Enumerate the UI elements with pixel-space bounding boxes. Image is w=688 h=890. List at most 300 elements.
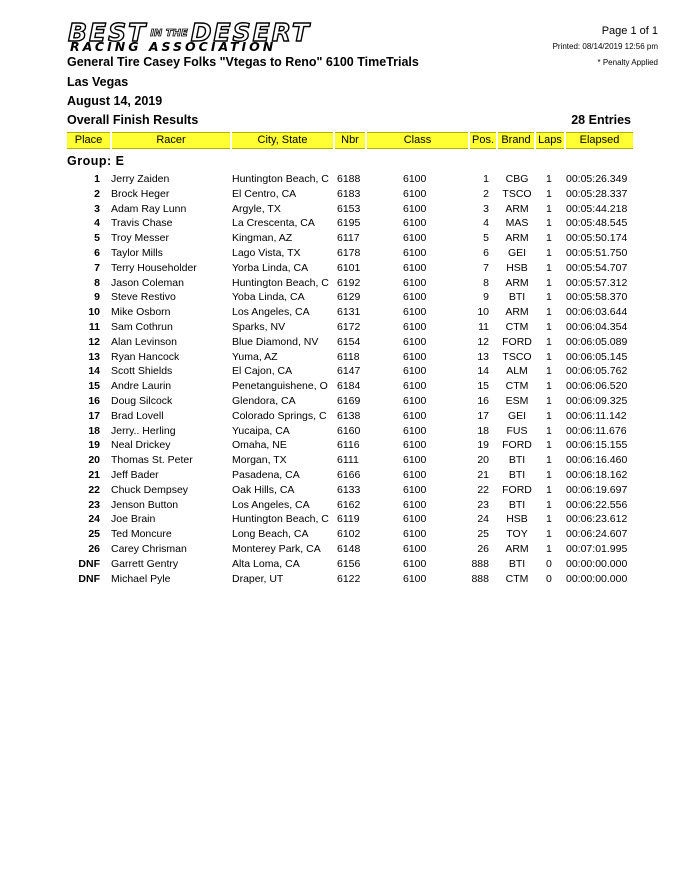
elapsed-cell: 00:05:58.370	[566, 291, 628, 304]
table-row	[0, 172, 688, 187]
elapsed-cell: 00:06:23.612	[566, 513, 628, 526]
laps-cell: 1	[546, 247, 552, 259]
brand-cell: ESM	[505, 395, 529, 407]
nbr-cell: 6129	[337, 291, 361, 304]
nbr-cell: 6118	[337, 350, 360, 363]
elapsed-cell: 00:06:05.145	[566, 350, 628, 363]
pos-cell: 26	[477, 543, 489, 555]
place-cell: 2	[94, 187, 100, 200]
brand-cell: TSCO	[502, 187, 532, 200]
pos-cell: 21	[477, 469, 489, 481]
city-state-cell: Yucaipa, CA	[232, 424, 290, 437]
city-state-cell: Glendora, CA	[232, 395, 296, 407]
brand-cell: ARM	[505, 306, 529, 319]
place-cell: 14	[88, 365, 100, 378]
place-cell: 7	[94, 261, 100, 274]
place-cell: 21	[88, 469, 100, 481]
logo-word-desert: DESERT	[190, 18, 311, 47]
class-cell: 6100	[403, 173, 427, 185]
entries-count: 28 Entries	[571, 113, 631, 127]
laps-cell: 1	[546, 380, 552, 393]
nbr-cell: 6169	[337, 395, 361, 407]
city-state-cell: Oak Hills, CA	[232, 483, 295, 496]
nbr-cell: 6178	[337, 247, 361, 259]
bitd-logo	[68, 18, 482, 54]
place-cell: 10	[88, 306, 100, 319]
nbr-cell: 6101	[337, 261, 361, 274]
table-row	[0, 261, 688, 276]
place-cell: 23	[88, 498, 100, 511]
pos-cell: 3	[483, 202, 489, 215]
table-row	[0, 424, 688, 439]
pos-cell: 15	[477, 380, 489, 393]
pos-cell: 7	[483, 261, 489, 274]
place-cell: 3	[94, 202, 100, 215]
page-number: Page 1 of 1	[601, 25, 658, 37]
city-state-cell: Los Angeles, CA	[232, 306, 310, 319]
class-cell: 6100	[403, 380, 427, 393]
pos-cell: 888	[471, 572, 489, 585]
laps-cell: 1	[546, 454, 552, 467]
pos-cell: 8	[483, 276, 489, 289]
brand-cell: TSCO	[502, 350, 532, 363]
pos-cell: 25	[477, 528, 489, 541]
nbr-cell: 6184	[337, 380, 361, 393]
printed-timestamp: Printed: 08/14/2019 12:56 pm	[552, 42, 658, 51]
laps-cell: 1	[546, 424, 552, 437]
brand-cell: BTI	[508, 469, 526, 481]
city-state-cell: Huntington Beach, C	[232, 513, 329, 526]
table-row	[0, 231, 688, 246]
nbr-cell: 6153	[337, 202, 361, 215]
class-cell: 6100	[403, 483, 427, 496]
pos-cell: 18	[477, 424, 489, 437]
pos-cell: 888	[471, 557, 489, 570]
class-cell: 6100	[403, 498, 427, 511]
racer-cell: Ryan Hancock	[111, 350, 180, 363]
racer-cell: Taylor Mills	[111, 247, 163, 259]
column-header-city-state: City, State	[232, 132, 333, 149]
elapsed-cell: 00:06:05.089	[566, 335, 628, 348]
class-cell: 6100	[403, 217, 427, 230]
place-cell: 22	[88, 483, 100, 496]
elapsed-cell: 00:05:48.545	[566, 217, 628, 230]
brand-cell: ARM	[505, 543, 529, 555]
city-state-cell: Penetanguishene, O	[232, 380, 328, 393]
place-cell: 4	[94, 217, 100, 230]
class-cell: 6100	[403, 528, 427, 541]
city-state-cell: La Crescenta, CA	[232, 217, 315, 230]
brand-cell: FORD	[502, 335, 532, 348]
pos-cell: 5	[483, 232, 489, 245]
racer-cell: Brad Lovell	[111, 409, 164, 422]
place-cell: 11	[88, 321, 100, 333]
elapsed-cell: 00:06:18.162	[566, 469, 628, 481]
brand-cell: CBG	[505, 173, 529, 185]
brand-cell: BTI	[508, 557, 526, 570]
table-row	[0, 527, 688, 542]
brand-cell: TOY	[506, 528, 528, 541]
pos-cell: 6	[483, 247, 489, 259]
class-cell: 6100	[403, 454, 427, 467]
nbr-cell: 6172	[337, 321, 361, 333]
racer-cell: Joe Brain	[111, 513, 156, 526]
city-state-cell: Huntington Beach, C	[232, 173, 329, 185]
brand-cell: ARM	[505, 202, 529, 215]
place-cell: DNF	[78, 572, 100, 585]
brand-cell: FORD	[502, 439, 532, 452]
column-header-nbr: Nbr	[335, 132, 365, 149]
table-row	[0, 187, 688, 202]
brand-cell: MAS	[505, 217, 529, 230]
column-header-brand: Brand	[498, 132, 534, 149]
table-row	[0, 453, 688, 468]
city-state-cell: Argyle, TX	[232, 202, 281, 215]
class-cell: 6100	[403, 261, 427, 274]
place-cell: 13	[88, 350, 100, 363]
nbr-cell: 6111	[337, 454, 359, 467]
brand-cell: ARM	[505, 232, 529, 245]
city-state-cell: El Cajon, CA	[232, 365, 293, 378]
table-row	[0, 290, 688, 305]
table-row	[0, 350, 688, 365]
table-header	[67, 132, 633, 149]
nbr-cell: 6156	[337, 557, 361, 570]
place-cell: 8	[94, 276, 100, 289]
table-row	[0, 276, 688, 291]
brand-cell: FORD	[502, 483, 532, 496]
nbr-cell: 6192	[337, 276, 361, 289]
pos-cell: 22	[477, 483, 489, 496]
racer-cell: Troy Messer	[111, 232, 169, 245]
city-state-cell: Yoba Linda, CA	[232, 291, 305, 304]
city-state-cell: Morgan, TX	[232, 454, 287, 467]
laps-cell: 1	[546, 513, 552, 526]
racer-cell: Ted Moncure	[111, 528, 172, 541]
racer-cell: Carey Chrisman	[111, 543, 187, 555]
city-state-cell: Colorado Springs, C	[232, 409, 327, 422]
racer-cell: Alan Levinson	[111, 335, 177, 348]
brand-cell: FUS	[506, 424, 528, 437]
elapsed-cell: 00:05:54.707	[566, 261, 628, 274]
class-cell: 6100	[403, 424, 427, 437]
city-state-cell: Monterey Park, CA	[232, 543, 321, 555]
laps-cell: 1	[546, 409, 552, 422]
racer-cell: Brock Heger	[111, 187, 170, 200]
racer-cell: Neal Drickey	[111, 439, 171, 452]
table-row	[0, 557, 688, 572]
pos-cell: 23	[477, 498, 489, 511]
logo-subline: RACING ASSOCIATION	[70, 39, 277, 54]
elapsed-cell: 00:06:09.325	[566, 395, 628, 407]
city-state-cell: Los Angeles, CA	[232, 498, 310, 511]
racer-cell: Jenson Button	[111, 498, 179, 511]
laps-cell: 1	[546, 350, 552, 363]
nbr-cell: 6160	[337, 424, 361, 437]
brand-cell: GEI	[507, 409, 527, 422]
table-row	[0, 394, 688, 409]
pos-cell: 13	[477, 350, 489, 363]
penalty-note: * Penalty Applied	[597, 58, 658, 67]
nbr-cell: 6138	[337, 409, 361, 422]
elapsed-cell: 00:00:00.000	[566, 557, 628, 570]
elapsed-cell: 00:06:03.644	[566, 306, 628, 319]
laps-cell: 1	[546, 187, 552, 200]
laps-cell: 1	[546, 483, 552, 496]
class-cell: 6100	[403, 291, 427, 304]
laps-cell: 1	[546, 261, 552, 274]
logo-word-best: BEST	[68, 18, 148, 47]
racer-cell: Michael Pyle	[111, 572, 171, 585]
table-row	[0, 468, 688, 483]
racer-cell: Chuck Dempsey	[111, 483, 189, 496]
pos-cell: 19	[477, 439, 489, 452]
city-state-cell: Blue Diamond, NV	[232, 335, 319, 348]
brand-cell: ARM	[505, 276, 529, 289]
city-state-cell: Huntington Beach, C	[232, 276, 329, 289]
table-row	[0, 483, 688, 498]
column-header-elapsed: Elapsed	[566, 132, 633, 149]
brand-cell: BTI	[508, 498, 526, 511]
nbr-cell: 6148	[337, 543, 361, 555]
racer-cell: Sam Cothrun	[111, 321, 173, 333]
nbr-cell: 6117	[337, 232, 360, 245]
city-state-cell: Omaha, NE	[232, 439, 287, 452]
column-header-laps: Laps	[536, 132, 564, 149]
pos-cell: 9	[483, 291, 489, 304]
laps-cell: 1	[546, 335, 552, 348]
column-header-pos: Pos.	[470, 132, 496, 149]
group-label: Group: E	[67, 154, 125, 168]
racer-cell: Andre Laurin	[111, 380, 172, 393]
pos-cell: 17	[477, 409, 489, 422]
class-cell: 6100	[403, 557, 427, 570]
laps-cell: 1	[546, 469, 552, 481]
city-state-cell: Draper, UT	[232, 572, 284, 585]
racer-cell: Mike Osborn	[111, 306, 171, 319]
elapsed-cell: 00:06:15.155	[566, 439, 628, 452]
place-cell: 17	[88, 409, 100, 422]
nbr-cell: 6133	[337, 483, 361, 496]
table-row	[0, 572, 688, 587]
class-cell: 6100	[403, 321, 427, 333]
elapsed-cell: 00:06:11.676	[566, 424, 627, 437]
event-location: Las Vegas	[67, 75, 129, 89]
elapsed-cell: 00:05:50.174	[566, 232, 628, 245]
class-cell: 6100	[403, 202, 427, 215]
nbr-cell: 6131	[337, 306, 361, 319]
logo-word-in-the: IN THE	[150, 28, 188, 39]
elapsed-cell: 00:05:44.218	[566, 202, 628, 215]
place-cell: 18	[88, 424, 100, 437]
class-cell: 6100	[403, 439, 427, 452]
class-cell: 6100	[403, 513, 427, 526]
brand-cell: CTM	[505, 572, 529, 585]
class-cell: 6100	[403, 395, 427, 407]
laps-cell: 1	[546, 321, 552, 333]
brand-cell: GEI	[507, 247, 527, 259]
pos-cell: 14	[477, 365, 489, 378]
laps-cell: 1	[546, 365, 552, 378]
table-row	[0, 335, 688, 350]
table-row	[0, 498, 688, 513]
elapsed-cell: 00:05:57.312	[566, 276, 628, 289]
table-row	[0, 320, 688, 335]
racer-cell: Thomas St. Peter	[111, 454, 193, 467]
brand-cell: HSB	[506, 513, 528, 526]
place-cell: 1	[94, 173, 100, 185]
brand-cell: BTI	[508, 291, 526, 304]
elapsed-cell: 00:07:01.995	[566, 543, 628, 555]
laps-cell: 1	[546, 276, 552, 289]
elapsed-cell: 00:00:00.000	[566, 572, 628, 585]
nbr-cell: 6166	[337, 469, 361, 481]
column-header-class: Class	[367, 132, 468, 149]
elapsed-cell: 00:05:51.750	[566, 247, 628, 259]
city-state-cell: Lago Vista, TX	[232, 247, 301, 259]
elapsed-cell: 00:06:16.460	[566, 454, 628, 467]
place-cell: 6	[94, 247, 100, 259]
racer-cell: Jeff Bader	[111, 469, 159, 481]
pos-cell: 4	[483, 217, 489, 230]
racer-cell: Adam Ray Lunn	[111, 202, 187, 215]
pos-cell: 16	[477, 395, 489, 407]
place-cell: 9	[94, 291, 100, 304]
laps-cell: 0	[546, 557, 552, 570]
elapsed-cell: 00:06:11.142	[566, 409, 627, 422]
place-cell: 19	[88, 439, 100, 452]
pos-cell: 20	[477, 454, 489, 467]
brand-cell: BTI	[508, 454, 526, 467]
class-cell: 6100	[403, 365, 427, 378]
laps-cell: 1	[546, 202, 552, 215]
results-title: Overall Finish Results	[67, 113, 199, 127]
elapsed-cell: 00:06:04.354	[566, 321, 628, 333]
class-cell: 6100	[403, 187, 427, 200]
laps-cell: 1	[546, 528, 552, 541]
laps-cell: 1	[546, 217, 552, 230]
brand-cell: CTM	[505, 321, 529, 333]
table-row	[0, 409, 688, 424]
racer-cell: Travis Chase	[111, 217, 173, 230]
racer-cell: Jason Coleman	[111, 276, 184, 289]
nbr-cell: 6162	[337, 498, 361, 511]
laps-cell: 1	[546, 291, 552, 304]
class-cell: 6100	[403, 335, 427, 348]
class-cell: 6100	[403, 543, 427, 555]
elapsed-cell: 00:05:26.349	[566, 173, 628, 185]
table-row	[0, 438, 688, 453]
table-row	[0, 379, 688, 394]
city-state-cell: El Centro, CA	[232, 187, 297, 200]
laps-cell: 1	[546, 498, 552, 511]
class-cell: 6100	[403, 276, 427, 289]
laps-cell: 1	[546, 306, 552, 319]
brand-cell: CTM	[505, 380, 529, 393]
racer-cell: Jerry Zaiden	[111, 173, 170, 185]
nbr-cell: 6116	[337, 439, 360, 452]
class-cell: 6100	[403, 572, 427, 585]
nbr-cell: 6102	[337, 528, 361, 541]
brand-cell: HSB	[506, 261, 528, 274]
table-row	[0, 305, 688, 320]
elapsed-cell: 00:05:28.337	[566, 187, 628, 200]
table-row	[0, 512, 688, 527]
racer-cell: Steve Restivo	[111, 291, 176, 304]
racer-cell: Jerry.. Herling	[111, 424, 176, 437]
nbr-cell: 6188	[337, 173, 361, 185]
event-title: General Tire Casey Folks "Vtegas to Reno" 6100 TimeTrials	[67, 55, 419, 69]
nbr-cell: 6195	[337, 217, 361, 230]
elapsed-cell: 00:06:19.697	[566, 483, 628, 496]
racer-cell: Terry Householder	[111, 261, 197, 274]
class-cell: 6100	[403, 247, 427, 259]
pos-cell: 10	[477, 306, 489, 319]
class-cell: 6100	[403, 232, 427, 245]
nbr-cell: 6183	[337, 187, 361, 200]
class-cell: 6100	[403, 409, 427, 422]
racer-cell: Scott Shields	[111, 365, 173, 378]
laps-cell: 1	[546, 232, 552, 245]
place-cell: DNF	[78, 557, 100, 570]
place-cell: 24	[88, 513, 100, 526]
place-cell: 26	[88, 543, 100, 555]
laps-cell: 1	[546, 543, 552, 555]
laps-cell: 1	[546, 173, 552, 185]
city-state-cell: Pasadena, CA	[232, 469, 300, 481]
place-cell: 5	[94, 232, 100, 245]
column-header-place: Place	[67, 132, 110, 149]
laps-cell: 0	[546, 572, 552, 585]
pos-cell: 2	[483, 187, 489, 200]
elapsed-cell: 00:06:06.520	[566, 380, 628, 393]
table-row	[0, 246, 688, 261]
place-cell: 20	[88, 454, 100, 467]
nbr-cell: 6154	[337, 335, 361, 348]
table-row	[0, 364, 688, 379]
city-state-cell: Long Beach, CA	[232, 528, 309, 541]
place-cell: 16	[88, 395, 100, 407]
nbr-cell: 6122	[337, 572, 361, 585]
city-state-cell: Yuma, AZ	[232, 350, 278, 363]
pos-cell: 24	[477, 513, 489, 526]
elapsed-cell: 00:06:22.556	[566, 498, 628, 511]
brand-cell: ALM	[506, 365, 528, 378]
city-state-cell: Kingman, AZ	[232, 232, 293, 245]
laps-cell: 1	[546, 439, 552, 452]
place-cell: 12	[88, 335, 100, 348]
pos-cell: 11	[478, 321, 489, 333]
place-cell: 25	[88, 528, 100, 541]
laps-cell: 1	[546, 395, 552, 407]
table-row	[0, 202, 688, 217]
class-cell: 6100	[403, 469, 427, 481]
column-header-racer: Racer	[112, 132, 230, 149]
event-date: August 14, 2019	[67, 94, 163, 108]
place-cell: 15	[88, 380, 100, 393]
table-row	[0, 542, 688, 557]
pos-cell: 12	[477, 335, 489, 348]
city-state-cell: Yorba Linda, CA	[232, 261, 309, 274]
pos-cell: 1	[483, 173, 489, 185]
nbr-cell: 6147	[337, 365, 361, 378]
nbr-cell: 6119	[337, 513, 360, 526]
table-row	[0, 216, 688, 231]
racer-cell: Garrett Gentry	[111, 557, 179, 570]
racer-cell: Doug Silcock	[111, 395, 173, 407]
city-state-cell: Sparks, NV	[232, 321, 286, 333]
elapsed-cell: 00:06:24.607	[566, 528, 628, 541]
